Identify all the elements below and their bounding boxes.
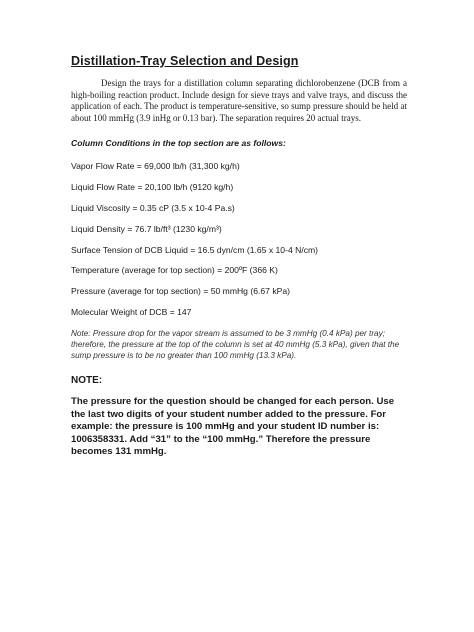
condition-temperature: Temperature (average for top section) = 200ºF (366 K) <box>71 265 278 276</box>
condition-liquid-flow: Liquid Flow Rate = 20,100 lb/h (9120 kg/h) <box>71 182 234 193</box>
note-body: The pressure for the question should be changed for each person. Use the last two digits of your student number added to the pressure. For example: the pressure is 100 mmHg and your student ID number is: 1006358331. Add “31” to the “100 mmHg.” Therefore the pressure becomes 131 mmHg. <box>71 396 395 457</box>
pressure-drop-note: Note: Pressure drop for the vapor stream is assumed to be 3 mmHg (0.4 kPa) per tray; therefore, the pressure at the top of the column is set at 40 mmHg (5.3 kPa), given that the sump pressure is to be no greater than 100 mmHg (13.3 kPa). <box>71 328 400 361</box>
condition-surface-tension: Surface Tension of DCB Liquid = 16.5 dyn/cm (1.65 x 10-4 N/cm) <box>71 244 319 255</box>
condition-liquid-density: Liquid Density = 76.7 lb/ft³ (1230 kg/m³) <box>71 223 222 234</box>
document-page <box>71 54 407 458</box>
conditions-heading: Column Conditions in the top section are as follows: <box>71 138 286 149</box>
condition-pressure: Pressure (average for top section) = 50 mmHg (6.67 kPa) <box>71 286 290 297</box>
document-title: Distillation-Tray Selection and Design <box>71 54 299 68</box>
condition-liquid-viscosity: Liquid Viscosity = 0.35 cP (3.5 x 10-4 Pa.s) <box>71 202 235 213</box>
intro-paragraph: Design the trays for a distillation column separating dichlorobenzene (DCB from a high-boiling reaction product. Include design for sieve trays and valve trays, and discuss the application of each. The product is temperature-sensitive, so sump pressure should be held at about 100 mmHg (3.9 inHg or 0.13 bar). The separation requires 20 actual trays. <box>71 78 407 123</box>
condition-molecular-weight: Molecular Weight of DCB = 147 <box>71 306 192 317</box>
condition-vapor-flow: Vapor Flow Rate = 69,000 lb/h (31,300 kg/h) <box>71 161 240 172</box>
note-heading: NOTE: <box>71 375 103 387</box>
